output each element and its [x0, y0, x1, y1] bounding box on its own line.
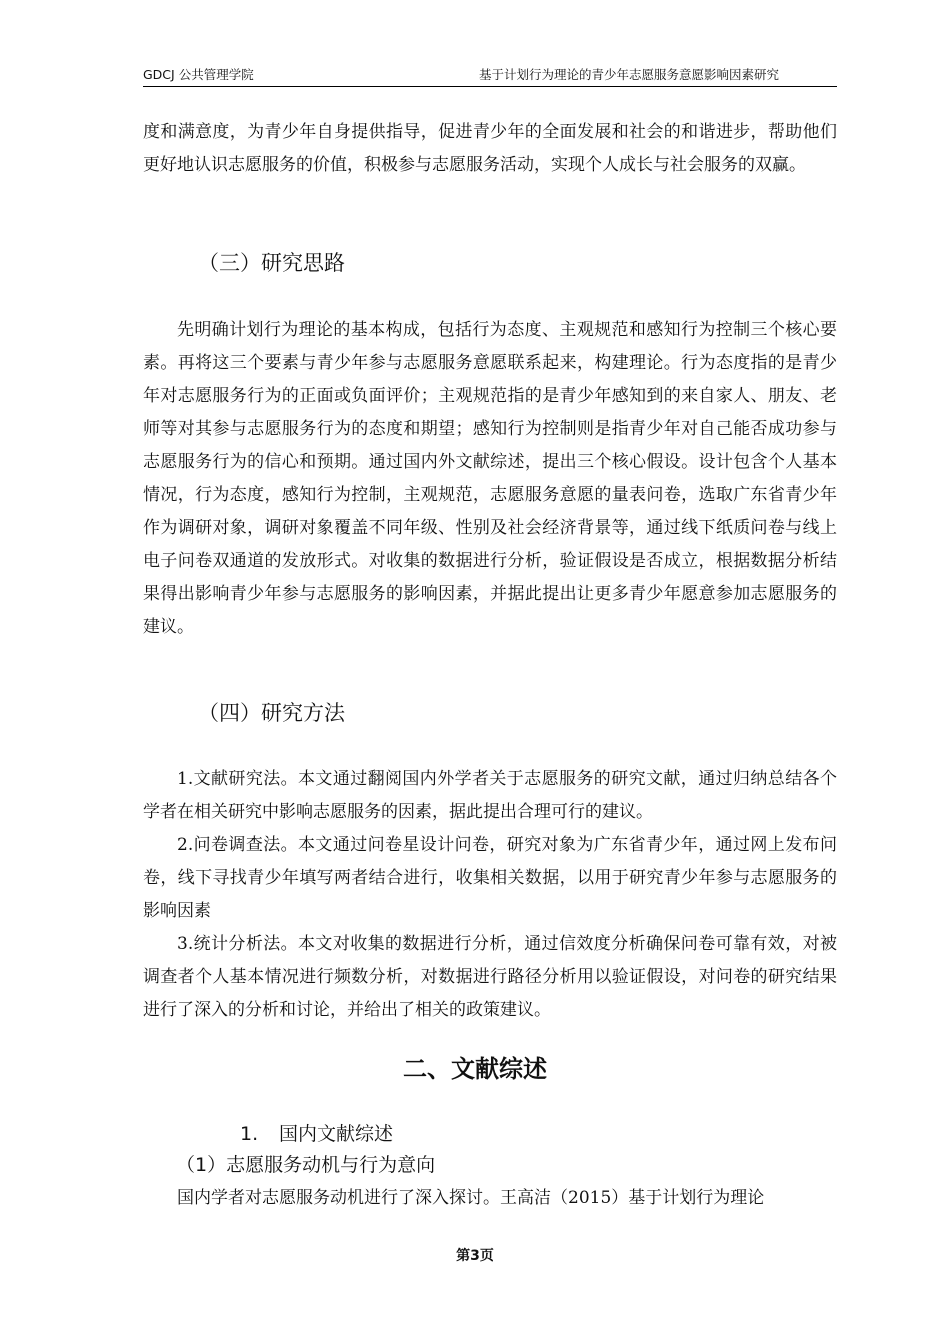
- page-number: 第3页: [456, 1248, 494, 1264]
- section3-body: 先明确计划行为理论的基本构成，包括行为态度、主观规范和感知行为控制三个核心要素。再将这三个要素与青少年参与志愿服务意愿联系起来，构建理论。行为态度指的是青少年对志愿服务行为的正面或负面评价；主观规范指的是青少年感知到的来自家人、朋友、老师等对其参与志愿服务行为的态度和期望；感知行为控制则是指青少年对自己能否成功参与志愿服务行为的信心和预期。通过国内外文献综述，提出三个核心假设。设计包含个人基本情况，行为态度，感知行为控制，主观规范，志愿服务意愿的量表问卷，选取广东省青少年作为调研对象，调研对象覆盖不同年级、性别及社会经济背景等，通过线下纸质问卷与线上电子问卷双通道的发放形式。对收集的数据进行分析，验证假设是否成立，根据数据分析结果得出影响青少年参与志愿服务的影响因素，并据此提出让更多青少年愿意参加志愿服务的建议。: [143, 320, 837, 637]
- chapter2-title: 二、文献综述: [403, 1055, 547, 1083]
- header-left: GDCJ 公共管理学院: [143, 67, 254, 82]
- section3-heading: （三）研究思路: [198, 251, 345, 275]
- method-1: 1.文献研究法。本文通过翻阅国内外学者关于志愿服务的研究文献，通过归纳总结各个学者在相关研究中影响志愿服务的因素，据此提出合理可行的建议。: [143, 769, 837, 822]
- subsection1-1-title: （1）志愿服务动机与行为意向: [176, 1154, 436, 1176]
- chapter2-body-start: 国内学者对志愿服务动机进行了深入探讨。王高洁（2015）基于计划行为理论: [177, 1188, 765, 1208]
- page-header: [143, 66, 837, 87]
- method-3: 3.统计分析法。本文对收集的数据进行分析，通过信效度分析确保问卷可靠有效，对被调查者个人基本情况进行频数分析，对数据进行路径分析用以验证假设，对问卷的研究结果进行了深入的分析和讨论，并给出了相关的政策建议。: [143, 934, 837, 1020]
- subsection1-title: 国内文献综述: [279, 1123, 394, 1145]
- intro-tail-paragraph: 度和满意度，为青少年自身提供指导，促进青少年的全面发展和社会的和谐进步，帮助他们更好地认识志愿服务的价值，积极参与志愿服务活动，实现个人成长与社会服务的双赢。: [143, 122, 837, 175]
- header-right: 基于计划行为理论的青少年志愿服务意愿影响因素研究: [478, 67, 779, 82]
- method-2: 2.问卷调查法。本文通过问卷星设计问卷，研究对象为广东省青少年，通过网上发布问卷，线下寻找青少年填写两者结合进行，收集相关数据，以用于研究青少年参与志愿服务的影响因素: [143, 835, 837, 921]
- subsection1-number: 1.: [240, 1123, 259, 1145]
- section4-heading: （四）研究方法: [198, 701, 345, 725]
